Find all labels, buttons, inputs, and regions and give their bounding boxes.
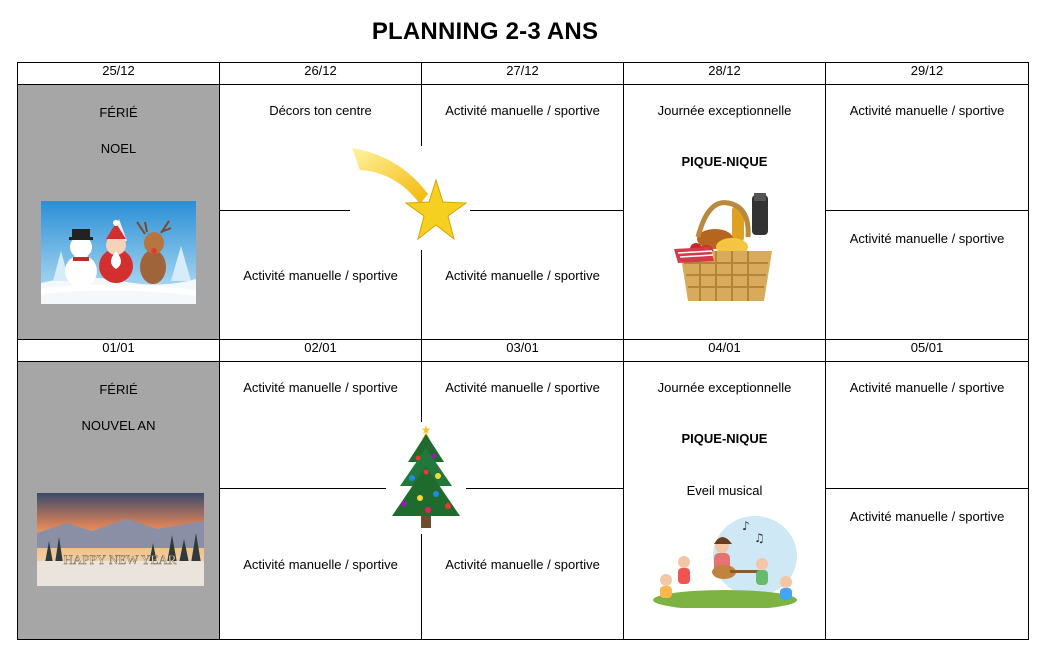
date-cell: 28/12 (624, 63, 826, 85)
activity-label: Décors ton centre (269, 103, 372, 118)
date-cell: 01/01 (18, 340, 220, 362)
date-cell: 25/12 (18, 63, 220, 85)
date-cell: 03/01 (422, 340, 624, 362)
date-cell: 27/12 (422, 63, 624, 85)
date-cell: 02/01 (220, 340, 422, 362)
shooting-star-icon (350, 146, 470, 250)
activity-cell (826, 85, 1029, 211)
date-row-week1 (18, 63, 1029, 85)
svg-text:♪: ♪ (741, 519, 750, 533)
picnic-label: PIQUE-NIQUE (681, 154, 768, 169)
activity-label: Activité manuelle / sportive (243, 267, 398, 283)
christmas-tree-icon (386, 422, 466, 534)
picnic-basket-picture (670, 193, 780, 305)
activity-label: Activité manuelle / sportive (445, 380, 600, 395)
activity-label: Activité manuelle / sportive (849, 509, 1005, 525)
svg-text:★: ★ (420, 423, 432, 437)
activity-label: Activité manuelle / sportive (849, 103, 1005, 118)
planning-table (17, 62, 1029, 640)
holiday-label: FÉRIÉ (99, 105, 138, 120)
activity-label: Activité manuelle / sportive (243, 556, 398, 572)
happy-new-year-picture (37, 493, 204, 586)
activity-row (18, 362, 1029, 489)
activity-label: Activité manuelle / sportive (849, 231, 1005, 247)
picnic-label: PIQUE-NIQUE (681, 431, 768, 446)
special-day-label: Journée exceptionnelle (657, 380, 792, 395)
christmas-characters-picture (41, 201, 196, 304)
activity-label: Activité manuelle / sportive (445, 103, 600, 118)
holiday-name: NOUVEL AN (81, 418, 156, 433)
holiday-cell-noel (18, 85, 220, 340)
date-cell: 26/12 (220, 63, 422, 85)
holiday-name: NOEL (100, 141, 137, 156)
date-row-week2 (18, 340, 1029, 362)
activity-label: Activité manuelle / sportive (445, 556, 600, 572)
new-year-text: HAPPY NEW YEAR (63, 552, 177, 567)
date-cell: 04/01 (624, 340, 826, 362)
holiday-cell-new-year (18, 362, 220, 640)
activity-cell (826, 211, 1029, 340)
activity-cell (826, 489, 1029, 640)
special-day-cell (624, 85, 826, 340)
date-cell: 05/01 (826, 340, 1029, 362)
date-cell: 29/12 (826, 63, 1029, 85)
special-day-cell (624, 362, 826, 640)
page-title: PLANNING 2-3 ANS (371, 18, 599, 45)
holiday-label: FÉRIÉ (99, 382, 138, 397)
activity-label: Activité manuelle / sportive (849, 380, 1005, 395)
activity-label: Activité manuelle / sportive (243, 380, 398, 395)
activity-cell (826, 362, 1029, 489)
activity-row (18, 85, 1029, 211)
special-day-label: Journée exceptionnelle (657, 103, 792, 118)
music-label: Eveil musical (686, 483, 763, 498)
music-awakening-picture (650, 516, 800, 608)
activity-label: Activité manuelle / sportive (445, 267, 600, 283)
svg-text:♫: ♫ (753, 531, 765, 545)
